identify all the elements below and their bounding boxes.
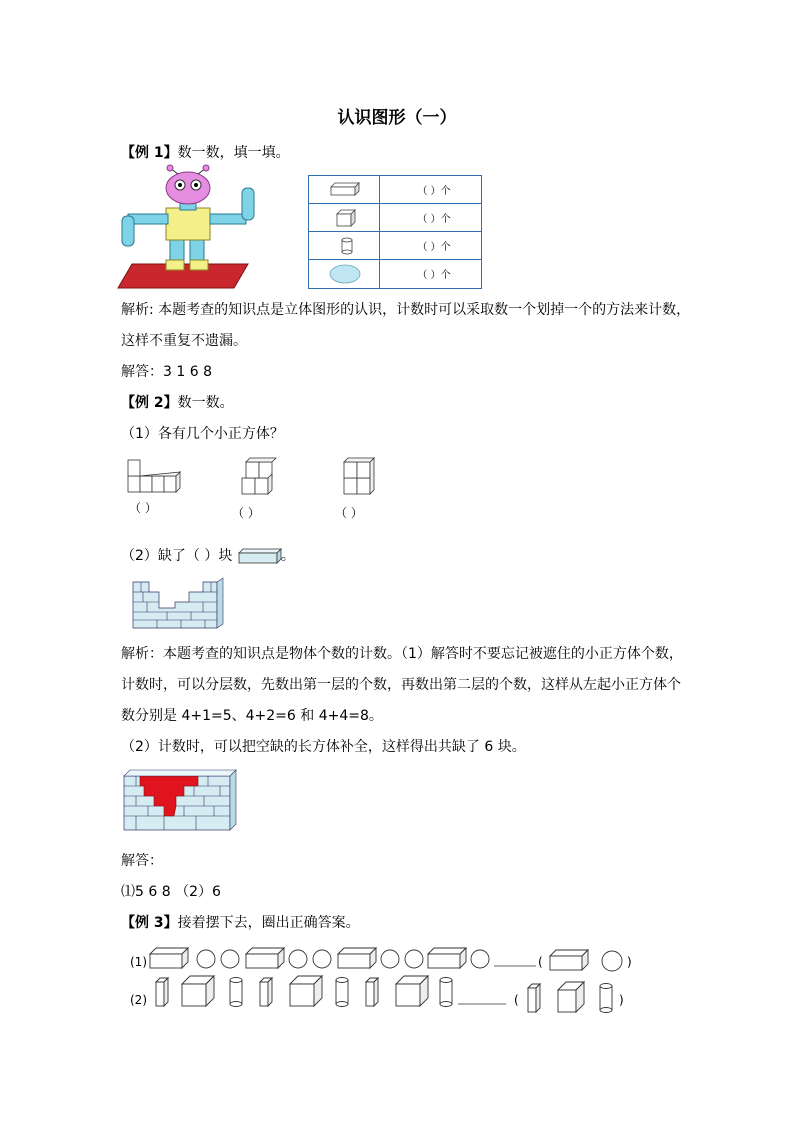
example2-answer-values: ⑴5 6 8 （2）6 [121, 884, 221, 900]
robot-leg-left [170, 238, 184, 262]
table-row [309, 204, 481, 232]
example2-q2 [121, 546, 295, 566]
cube-icon [337, 210, 355, 226]
example3-instruction: 接着摆下去，圈出正确答案。 [177, 915, 360, 931]
example1-analysis-line1: 解析: 本题考查的知识点是立体图形的认识，计数时可以采取数一个划掉一个的方法来计数， [121, 302, 691, 318]
sequence-row1 [150, 946, 640, 974]
example2-analysis-line1: 解析：本题考查的知识点是物体个数的计数。（1）解答时不要忘记被遮住的小正方体个数， [121, 646, 683, 662]
example2-q2-suffix: 。 [280, 548, 295, 564]
example2-instruction: 数一数。 [177, 395, 234, 411]
row1-close-paren: ) [627, 955, 632, 969]
example1-heading [121, 143, 290, 163]
page-title: 认识图形（一） [337, 108, 457, 128]
row2-open-paren: ( [514, 993, 519, 1007]
sequence-row1-label: (1) [130, 955, 147, 969]
brick-icon [237, 549, 281, 563]
cylinder-icon [341, 237, 353, 255]
table-row [309, 260, 481, 288]
example1-answer: 解答：3 1 6 8 [121, 364, 212, 380]
table-blank[interactable]: （ ）个 [417, 214, 451, 225]
sequence-row2-label: (2) [130, 993, 147, 1007]
cube-stack-1 [128, 458, 182, 494]
answer-blank-2[interactable]: （ ） [232, 506, 260, 520]
table-blank[interactable]: （ ）个 [417, 186, 451, 197]
brick-wall-with-gap [133, 578, 225, 632]
example1-instruction: 数一数，填一填。 [177, 145, 290, 161]
example2-answer-label: 解答： [121, 853, 163, 869]
robot-leg-right [190, 238, 204, 262]
example2-heading [121, 393, 234, 413]
table-row [309, 176, 481, 204]
example2-analysis-line2: 计数时，可以分层数，先数出第一层的个数，再数出第二层的个数，这样从左起小正方体个 [121, 677, 681, 693]
robot-illustration [114, 168, 254, 292]
row1-open-paren: ( [538, 955, 543, 969]
example3-label: 【例 3】 [121, 915, 178, 931]
long-cuboid-icon [331, 183, 359, 195]
table-blank[interactable]: （ ）个 [417, 270, 451, 281]
answer-blank-1[interactable]: （ ） [129, 501, 157, 515]
table-row [309, 232, 481, 260]
example2-q1: （1）各有几个小正方体？ [121, 426, 284, 442]
row2-close-paren: ) [619, 993, 624, 1007]
example2-label: 【例 2】 [121, 395, 178, 411]
example1-label: 【例 1】 [121, 145, 178, 161]
robot-arm-right [210, 214, 246, 224]
cube-stack-3 [342, 458, 376, 496]
cube-stack-2 [240, 458, 276, 496]
sequence-row2 [154, 974, 624, 1016]
counting-table [308, 175, 482, 289]
brick-wall-filled [124, 770, 238, 832]
robot-head [166, 172, 210, 204]
example2-analysis-line3: 数分别是 4+1=5、4+2=6 和 4+4=8。 [121, 708, 383, 724]
example2-q2-prefix: （2）缺了（ ）块 [121, 548, 233, 564]
example2-analysis-line4: （2）计数时，可以把空缺的长方体补全，这样得出共缺了 6 块。 [121, 739, 526, 755]
robot-body [166, 208, 210, 240]
example3-heading [121, 913, 360, 933]
example1-analysis-line2: 这样不重复不遗漏。 [121, 333, 247, 349]
sphere-icon [329, 264, 361, 284]
answer-blank-3[interactable]: （ ） [335, 506, 363, 520]
table-blank[interactable]: （ ）个 [417, 242, 451, 253]
